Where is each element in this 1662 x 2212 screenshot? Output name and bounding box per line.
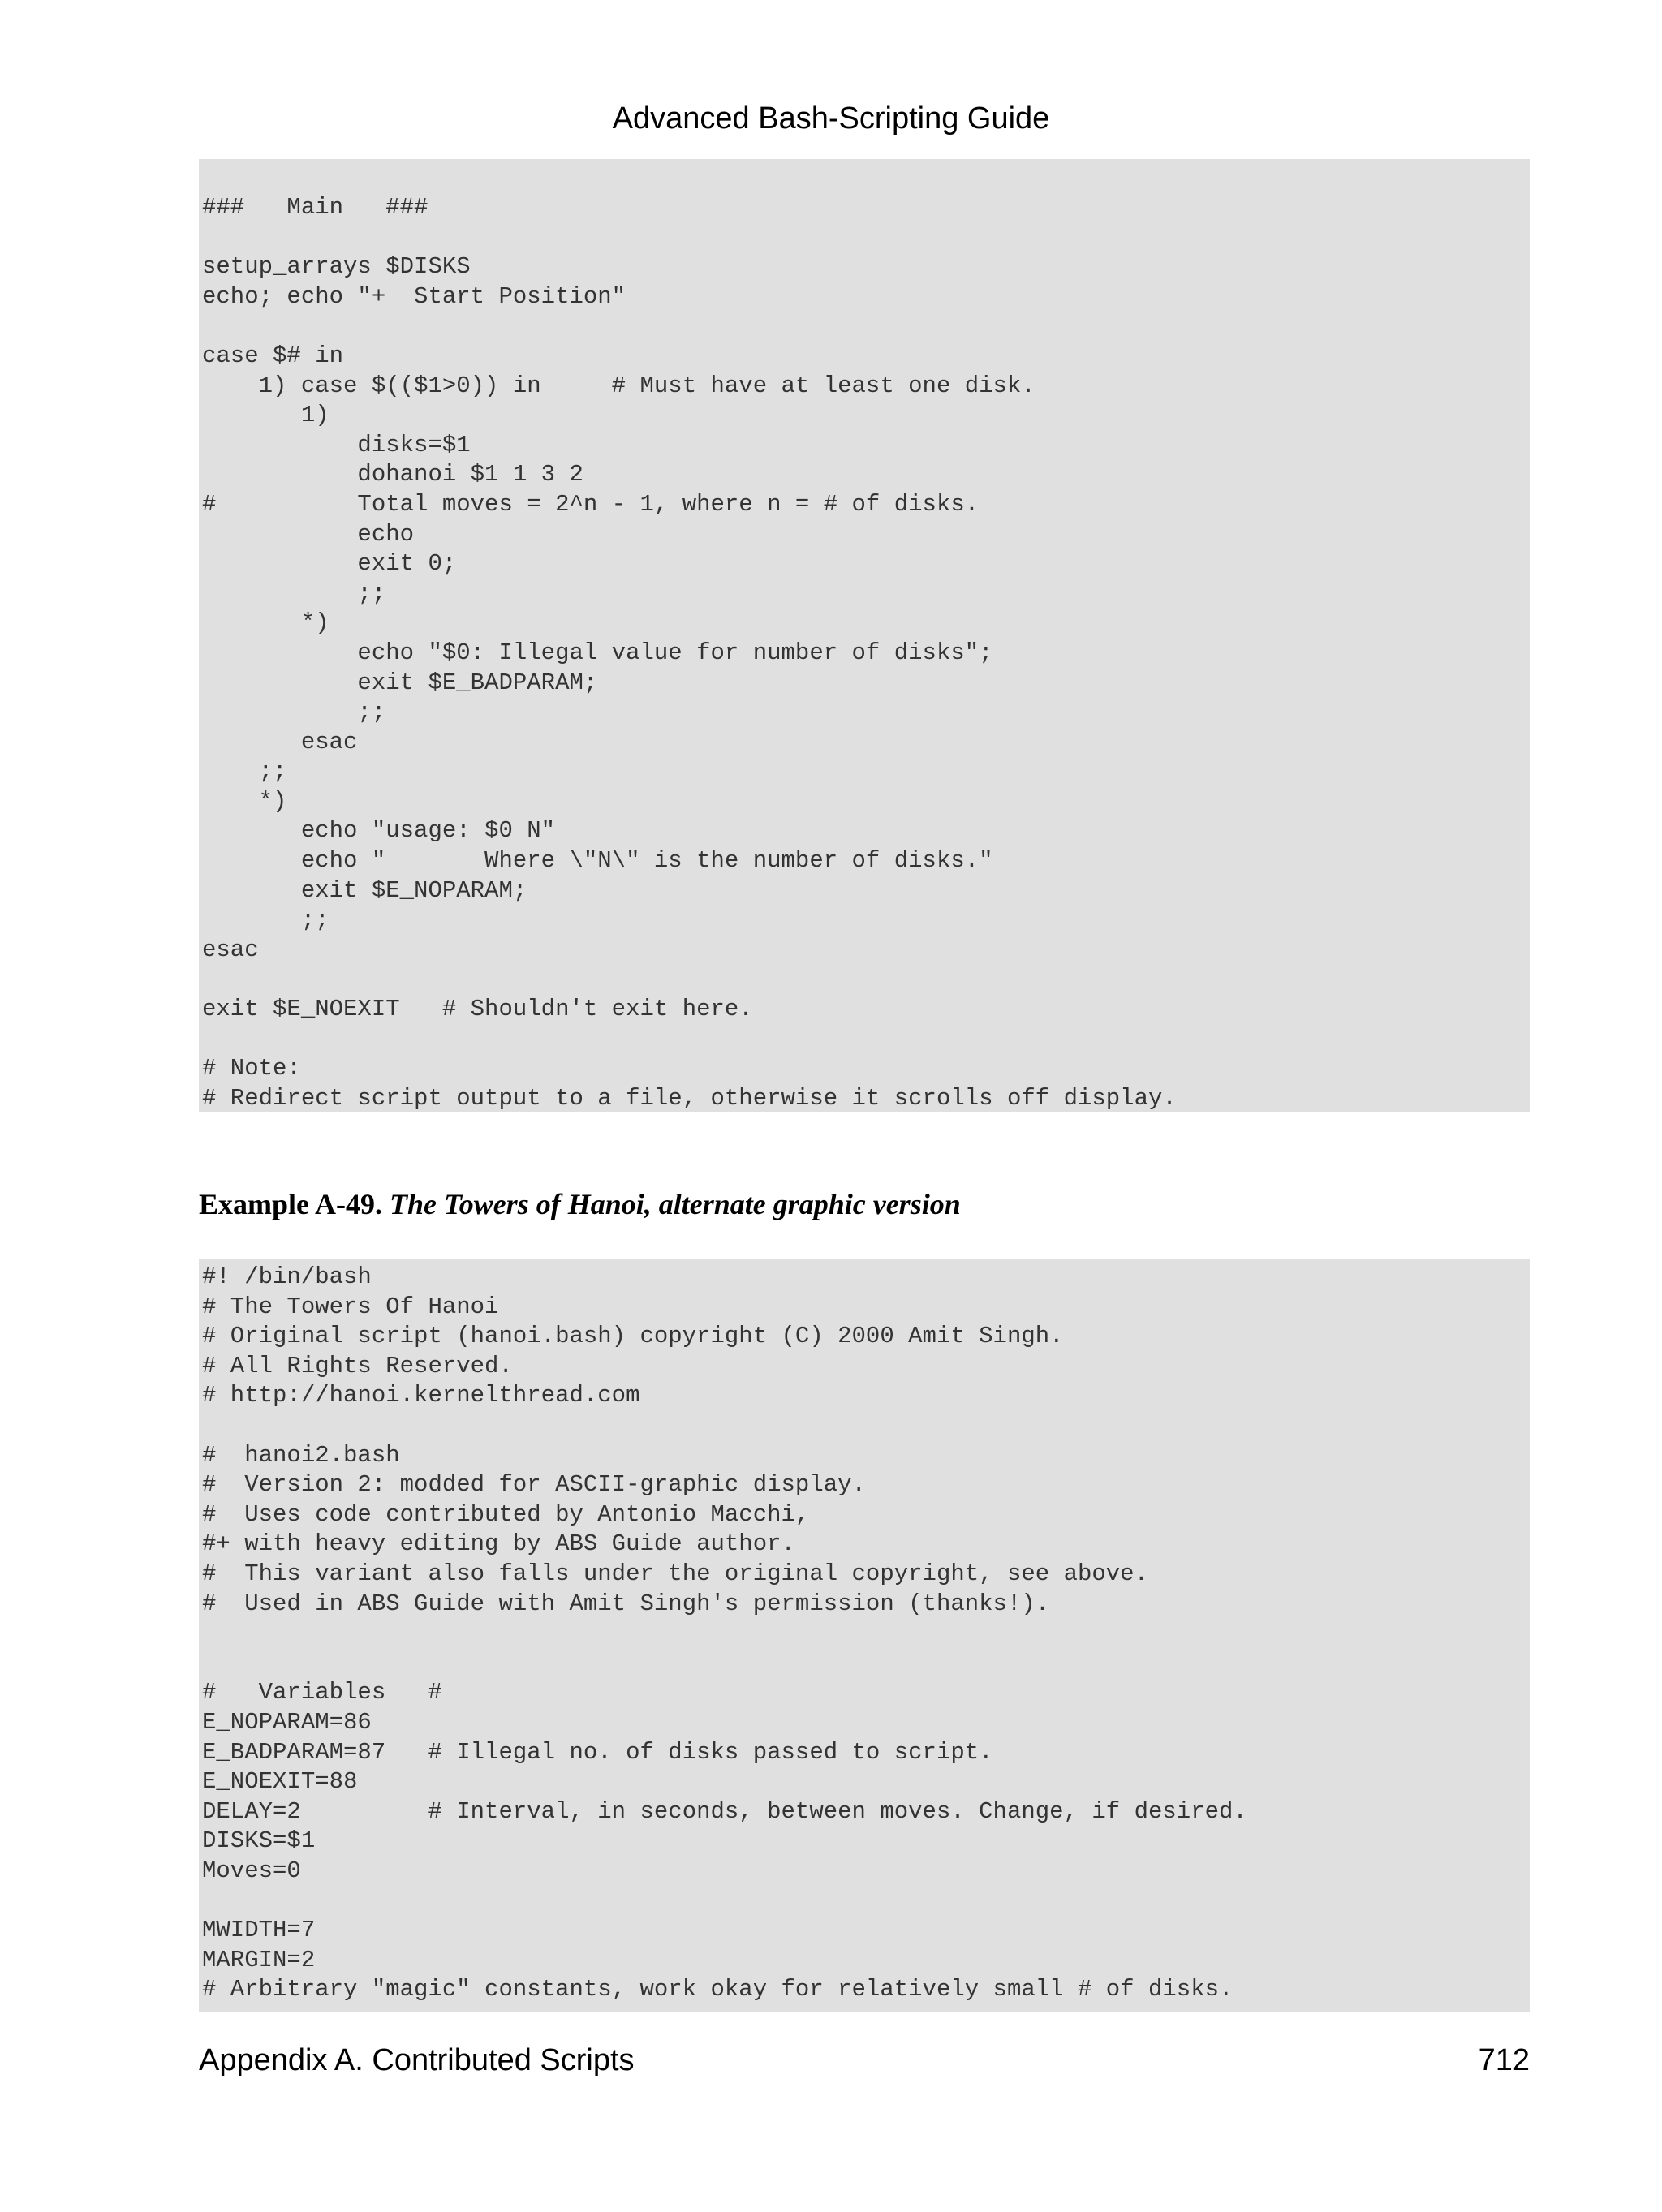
example-caption: [199, 1185, 961, 1224]
footer-section-title: Appendix A. Contributed Scripts: [199, 2043, 635, 2077]
example-label: Example A-49.: [199, 1188, 383, 1220]
example-title: The Towers of Hanoi, alternate graphic version: [390, 1188, 961, 1220]
page-footer: [199, 2041, 1530, 2080]
code-listing-hanoi2: [199, 1259, 1530, 2012]
page-number: 712: [1478, 2043, 1530, 2077]
code-listing-main: [199, 159, 1530, 1112]
page-header-title: Advanced Bash-Scripting Guide: [612, 101, 1050, 136]
code-text: ### Main ### setup_arrays $DISKS echo; echo "+ Start Position" case $# in 1) case $(($1>0)) in # Must have at least one disk. 1) disks=$1 dohanoi $1 1 3 2 # Total moves = 2^n - 1, where n = # of disks. echo exit 0; ;; *) echo "$0: Illegal value for number of disks"; exit $E_BADPARAM; ;; esac ;; *) echo "usage: $0 N" echo " Where \"N\" is the number of disks." exit $E_NOPARAM; ;; esac exit $E_NOEXIT # Shouldn't exit here. # Note: # Redirect script output to a file, otherwise it scrolls off display.: [202, 194, 1177, 1112]
code-text: #! /bin/bash # The Towers Of Hanoi # Original script (hanoi.bash) copyright (C) 2000 Amit Singh. # All Rights Reserved. # http://hanoi.kernelthread.com # hanoi2.bash # Version 2: modded for ASCII-graphic display. # Uses code contributed by Antonio Macchi, #+ with heavy editing by ABS Guide author. # This variant also falls under the original copyright, see above. # Used in ABS Guide with Amit Singh's permission (thanks!). # Variables # E_NOPARAM=86 E_BADPARAM=87 # Illegal no. of disks passed to script. E_NOEXIT=88 DELAY=2 # Interval, in seconds, between moves. Change, if desired. DISKS=$1 Moves=0 MWIDTH=7 MARGIN=2 # Arbitrary "magic" constants, work okay for relatively small # of disks.: [202, 1263, 1247, 2003]
